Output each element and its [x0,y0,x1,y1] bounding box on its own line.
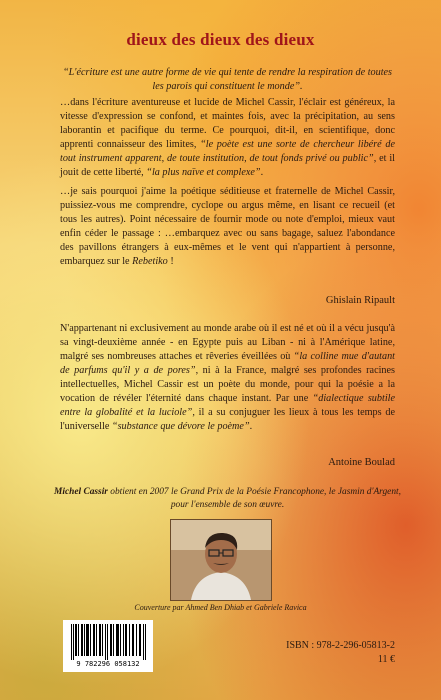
award-text: obtient en 2007 le Grand Prix de la Poésie Francophone, le Jasmin d'Argent, pour l'ensemble de son œuvre. [107,487,401,510]
author-photo [170,519,272,601]
p3-text-e: , il a su conjuguer les lieux à tous les temps de l'universelle [60,407,395,432]
price-label: 11 € [377,654,395,665]
p3-text-c: , ni à la France, malgré ses profondes racines intellectuelles, Michel Cassir est un poète du monde, pour qui la poésie a la vocation de révéler l'éternité dans chaque instant. Par une [60,365,395,404]
p3-text-g: . [249,421,253,432]
p2-title-b: Rebetiko [132,256,168,267]
signature-ripault: Ghislain Ripault [325,295,395,306]
p3-quote-d: “dialectique subtile entre la globalité et la luciole” [60,393,396,418]
book-title: dieux des dieux des dieux [126,30,315,49]
review-paragraph-2 [60,185,395,269]
p1-text-c: , et il jouit de cette liberté, [60,153,396,178]
isbn-label: ISBN : 978-2-296-05813-2 [286,640,395,651]
barcode [63,620,153,672]
author-portrait-image [171,520,271,600]
p1-quote-d: “la plus naïve et complexe” [146,167,261,178]
barcode-bars [69,624,149,660]
p2-text-c: ! [167,256,174,267]
p3-quote-b: “la colline mue d'autant de parfums qu'il y a de pores” [60,351,396,376]
author-name: Michel Cassir [54,487,108,497]
author-award-note [50,486,405,512]
p1-quote-b: “le poète est une sorte de chercheur libéré de tout instrument apparent, de toute institution, de tout fonds privé ou public” [60,139,395,164]
p1-text-a: …dans l'écriture aventureuse et lucide de Michel Cassir, l'éclair est généreux, la vitesse d'expression se confond, et maintes fois, avec la précipitation, au sens laborantin et pacifique du terme. Ce pourquoi, dit-il, en scientifique, donc apprenti connaisseur des limites, [60,97,395,150]
p3-text-a: N'appartenant ni exclusivement au monde arabe où il est né et où il a vécu jusqu'à sa vingt-deuxième année - en Egypte puis au Liban - ni à l'Amérique latine, malgré ses nombreuses attaches et rêveries éveillées où [60,323,395,362]
review-paragraph-3 [60,322,395,434]
signature-boulad: Antoine Boulad [328,457,395,468]
p1-text-e: . [260,167,264,178]
barcode-digits: 9 782296 058132 [76,660,140,668]
p3-quote-f: “substance que dévore le poème” [111,421,250,432]
epigraph-quote: “L'écriture est une autre forme de vie qui tente de rendre la respiration de toutes les parois qui constituent le monde”. [62,67,393,92]
p2-text-a: …je sais pourquoi j'aime la poétique séditieuse et fraternelle de Michel Cassir, puissiez-vous me comprendre, cyclope ou argus même, en lisant ce recueil (et tous les autres). Point nécessaire de fournir mode ou note d'emploi, mieux vaut enfin céder le passage : …embarquez avec ou sans bagage, saluez l'abondance des pavillons étrangers à eux-mêmes et le vent qui n'appartient à personne, embarquez sur le [60,186,395,267]
cover-credit: Couverture par Ahmed Ben Dhiab et Gabriele Ravica [134,603,307,612]
review-paragraph-1 [60,96,395,180]
